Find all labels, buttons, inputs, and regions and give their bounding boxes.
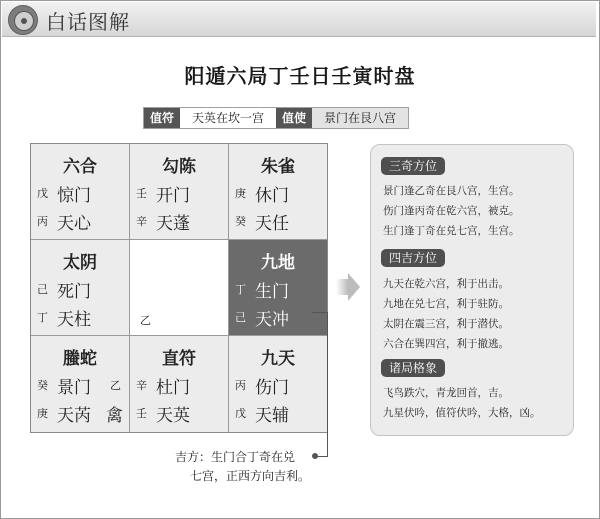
grid-line	[31, 239, 327, 240]
chart-title: 阳遁六局丁壬日壬寅时盘	[184, 64, 416, 88]
section-line: 九星伏吟，值符伏吟，大格，凶。	[383, 407, 541, 419]
analysis-panel	[370, 144, 574, 436]
section-line: 飞鸟跌穴，青龙回首，吉。	[383, 387, 509, 399]
palace-s	[130, 336, 228, 432]
chief-value: 天英在坎一宫	[180, 108, 276, 128]
section-line: 太阴在震三宫，利于潜伏。	[383, 318, 509, 330]
header-bar	[2, 2, 596, 37]
palace-door: 杜门	[156, 378, 190, 398]
grid-line	[129, 144, 130, 432]
grid-line	[31, 335, 327, 336]
heaven-stem: 丙	[235, 379, 246, 392]
leader-line	[312, 312, 328, 313]
palace-god: 直符	[162, 349, 196, 369]
palace-door: 开门	[156, 186, 190, 206]
arrow-head-icon	[348, 273, 360, 301]
palace-god: 九地	[261, 253, 295, 273]
palace-star: 天蓬	[156, 214, 190, 234]
note-line-2: 七宫，正西方向吉利。	[190, 469, 311, 483]
palace-star: 天冲	[255, 310, 289, 330]
section-line: 九地在兑七宫，利于驻防。	[383, 298, 509, 310]
palace-star: 天辅	[255, 406, 289, 426]
palace-nw	[31, 144, 129, 240]
palace-door: 死门	[57, 282, 91, 302]
palace-n	[130, 144, 228, 240]
arrow-right-icon	[336, 279, 348, 295]
palace-door: 伤门	[255, 378, 289, 398]
envoy-label: 值使	[276, 108, 312, 128]
palace-god: 九天	[261, 349, 295, 369]
palace-star: 天英	[156, 406, 190, 426]
palace-door: 生门	[255, 282, 289, 302]
palace-door: 惊门	[57, 186, 91, 206]
earth-stem: 己	[235, 311, 246, 324]
header-title: 白话图解	[46, 10, 130, 34]
palace-god: 太阴	[63, 253, 97, 273]
section-label: 四吉方位	[381, 249, 445, 267]
heaven-stem: 辛	[136, 379, 147, 392]
earth-stem: 壬	[136, 407, 147, 420]
section-line: 生门逢丁奇在兑七宫，生宫。	[383, 225, 520, 237]
earth-stem: 戊	[235, 407, 246, 420]
chief-envoy-bar	[143, 107, 409, 129]
earth-stem: 丙	[37, 215, 48, 228]
earth-stem: 庚	[37, 407, 48, 420]
section-line: 九天在乾六宫，利于出击。	[383, 278, 509, 290]
earth-stem: 癸	[235, 215, 246, 228]
envoy-value: 景门在艮八宫	[312, 108, 408, 128]
palace-center	[130, 240, 228, 336]
palace-god: 勾陈	[162, 157, 196, 177]
palace-star: 天心	[57, 214, 91, 234]
palace-sw	[31, 336, 129, 432]
section-label: 三奇方位	[381, 157, 445, 175]
palace-door: 休门	[255, 186, 289, 206]
nine-palace-grid	[30, 143, 328, 433]
center-stem: 乙	[140, 314, 151, 327]
earth-stem: 辛	[136, 215, 147, 228]
palace-se	[229, 336, 327, 432]
heaven-stem: 癸	[37, 379, 48, 392]
palace-star: 天芮	[57, 406, 91, 426]
heaven-stem: 庚	[235, 187, 246, 200]
palace-e	[229, 240, 327, 336]
heaven-stem: 己	[37, 283, 48, 296]
heaven-stem: 壬	[136, 187, 147, 200]
lodged-star: 禽	[106, 406, 123, 426]
section-line: 伤门逢丙奇在乾六宫，被克。	[383, 205, 520, 217]
palace-star: 天任	[255, 214, 289, 234]
leader-line	[327, 312, 328, 456]
note-line-1: 吉方：生门合丁奇在兑	[175, 450, 296, 464]
palace-ne	[229, 144, 327, 240]
earth-stem: 丁	[37, 311, 48, 324]
logo-icon	[8, 5, 38, 35]
palace-star: 天柱	[57, 310, 91, 330]
heaven-stem: 丁	[235, 283, 246, 296]
leader-dot	[312, 453, 318, 459]
chief-label: 值符	[144, 108, 180, 128]
palace-door: 景门	[57, 378, 91, 398]
palace-god: 螣蛇	[63, 349, 97, 369]
palace-god: 朱雀	[261, 157, 295, 177]
heaven-stem: 戊	[37, 187, 48, 200]
palace-w	[31, 240, 129, 336]
palace-god: 六合	[63, 157, 97, 177]
lodged-stem: 乙	[110, 379, 121, 392]
section-line: 六合在巽四宫，利于撤逃。	[383, 338, 509, 350]
grid-line	[228, 144, 229, 432]
section-label: 诸局格象	[381, 359, 445, 377]
section-line: 景门逢乙奇在艮八宫，生宫。	[383, 185, 520, 197]
